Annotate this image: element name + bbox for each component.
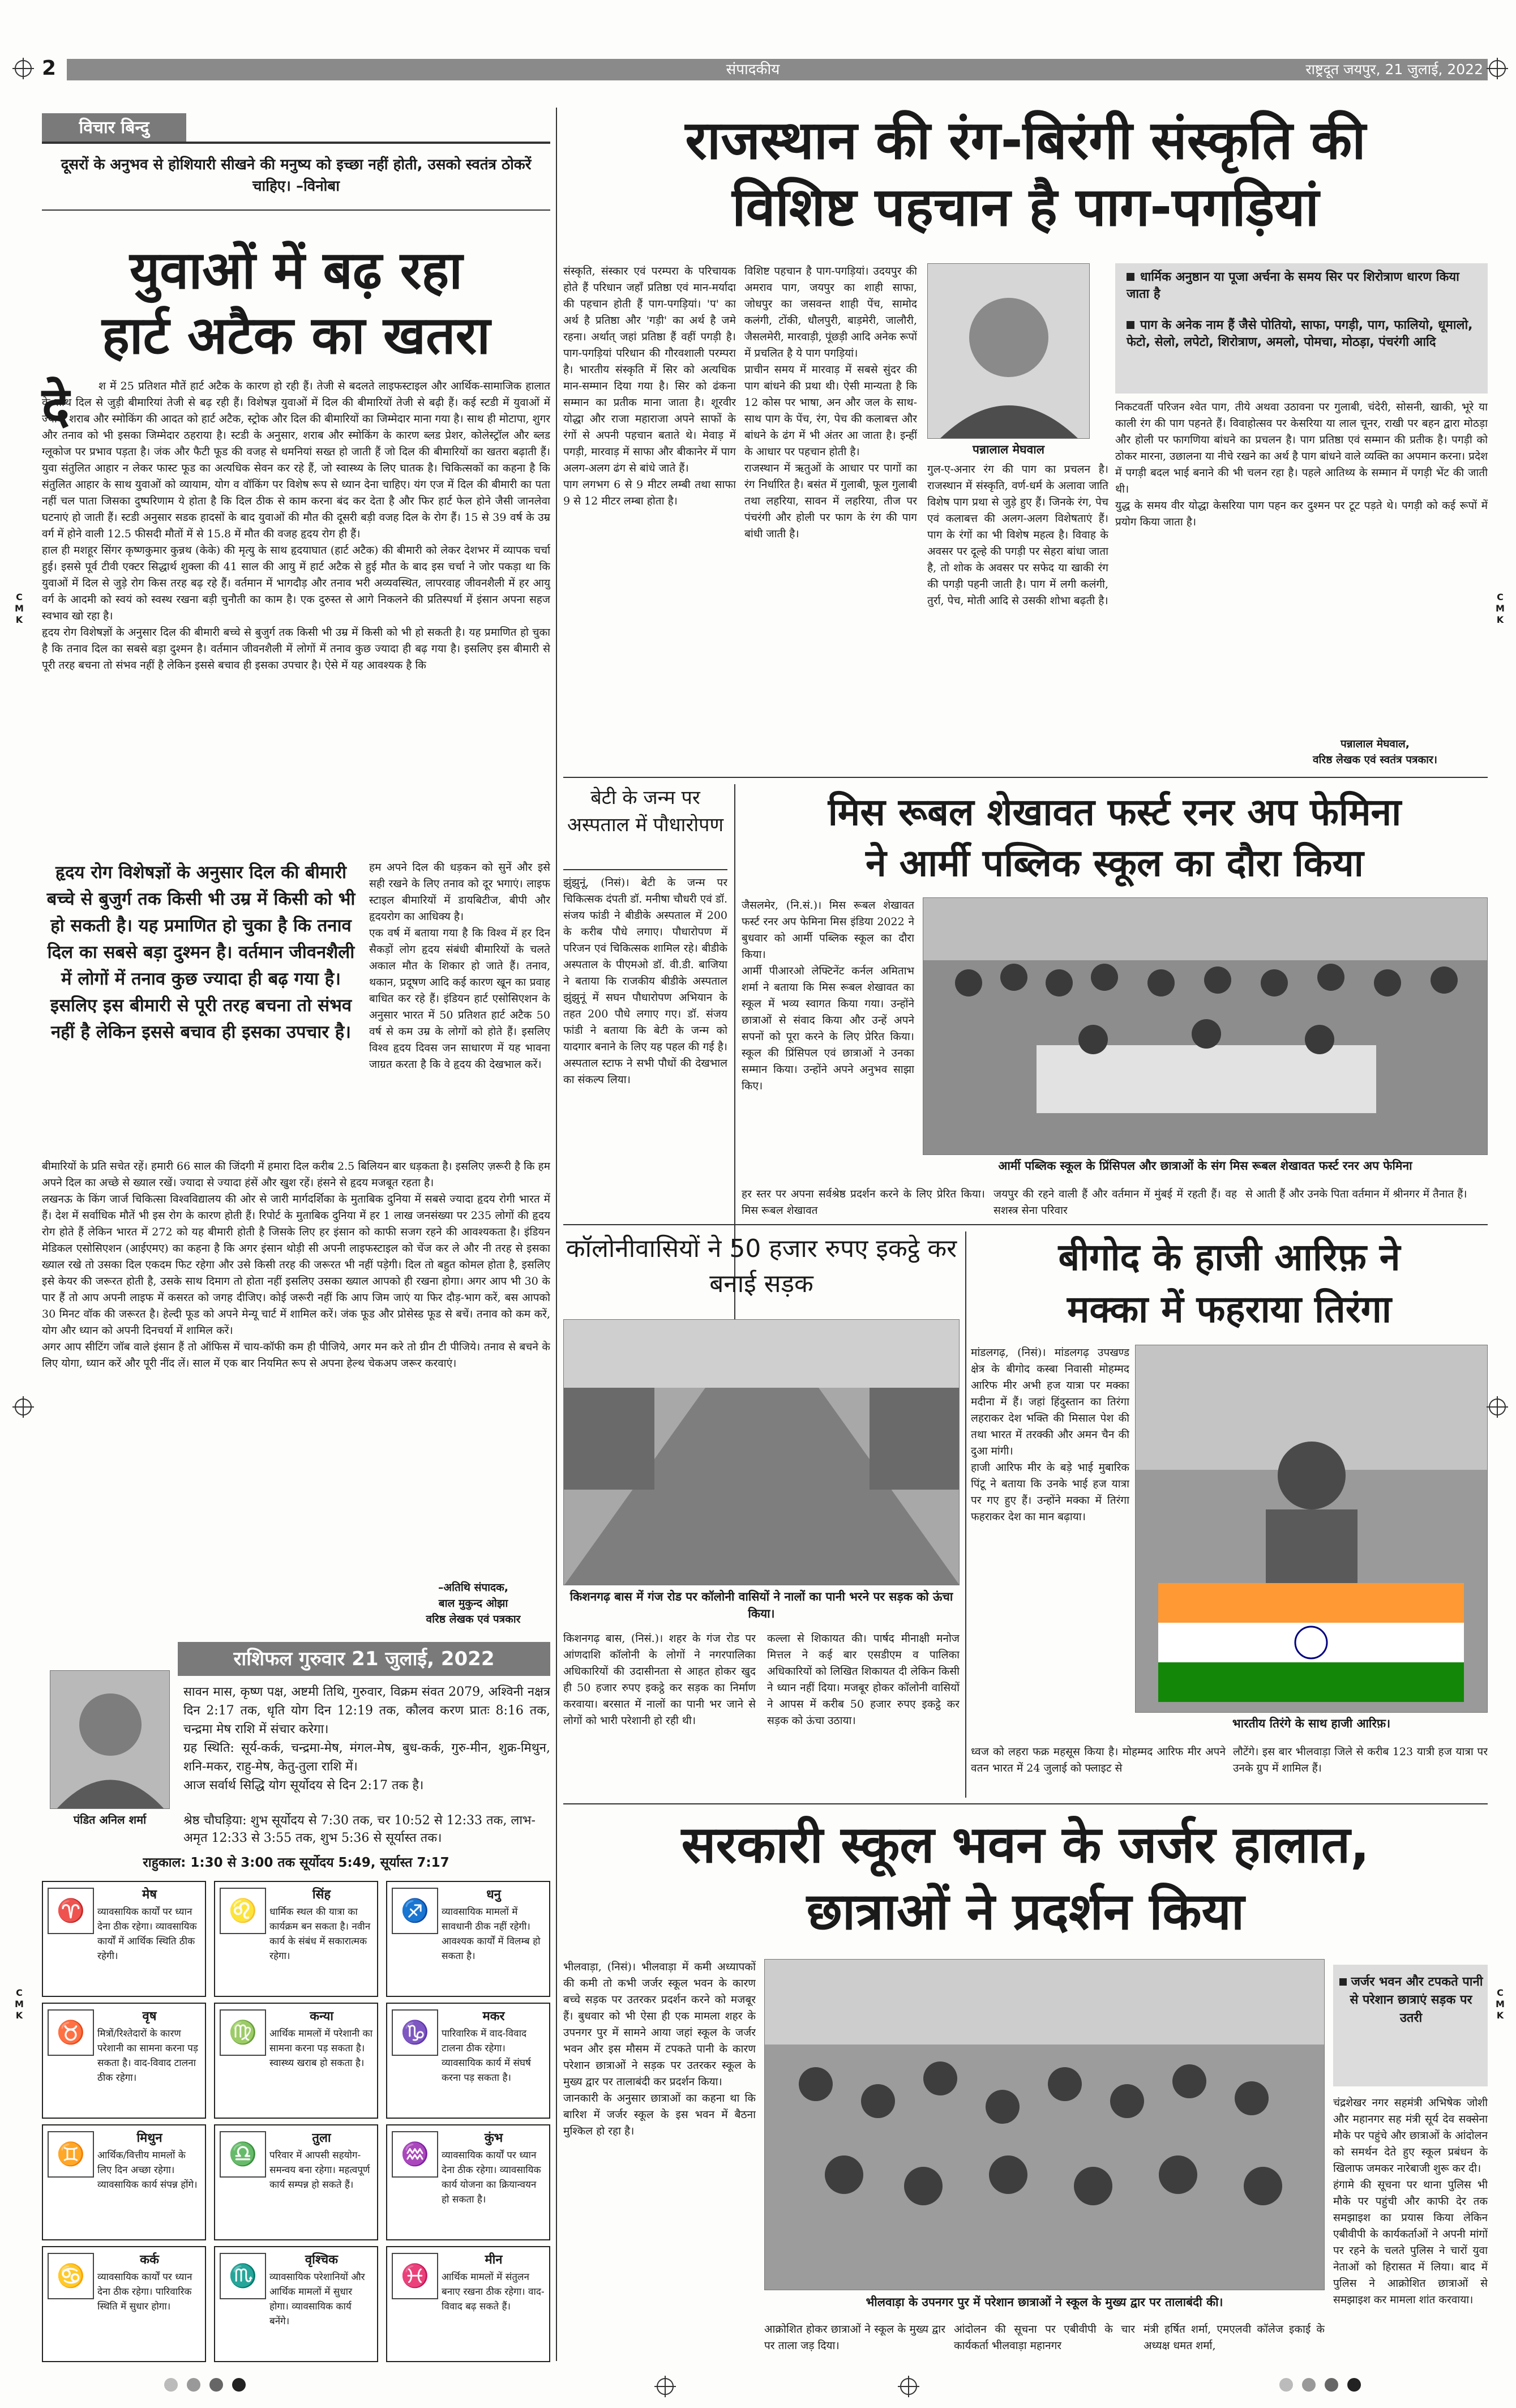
registration-mark-icon <box>1489 1398 1506 1415</box>
zodiac-icon: ♑ <box>392 2009 438 2056</box>
rahukaal-text: राहुकाल: 1:30 से 3:00 तक सूर्योदय 5:49, सूर्यास्त 7:17 <box>143 1855 449 1870</box>
section-label: संपादकीय <box>726 61 780 78</box>
rashi-box <box>214 1881 378 1997</box>
miss-title-line1: मिस रूबल शेखावत फर्स्ट रनर अप फेमिना <box>828 790 1402 834</box>
sidebox-text: जर्जर भवन और टपकते पानी से परेशान छात्राएं सड़क पर उतरी <box>1350 1975 1483 2025</box>
vichar-label: विचार बिन्दु <box>42 113 186 143</box>
heart-body-2: बीमारियों के प्रति सचेत रहें। हमारी 66 साल की जिंदगी में हमारा दिल करीब 2.5 बिलियन बार धड़कता है। इसलिए ज़रूरी है कि हम अपने दिल का अच्छे से ख्याल रखें। ज्यादा से ज्यादा हंसें और खुश रहें। हंसने से हृदय मजबूत रहता है। लखनऊ के किंग जार्ज चिकित्सा विश्वविद्यालय की ओर से जारी मार्गदर्शिका के मुताबिक दुनिया में सबसे ज्यादा हृदय रोगी भारत में हैं। देश में सर्वाधिक मौतें भी इस रोग के कारण होती हैं। रिपोर्ट के मुताबिक दुनिया में हर 1 लाख जनसंख्या पर 235 लोगों की हृदय रोग होते हैं लेकिन भारत में 272 को यह बीमारी होती है जिसके लिए हर इंसान को काफी सजग रहने की आवश्यकता है। इंडियन मेडिकल एसोसिएशन (आईएमए) का कहना है कि अगर इंसान थोड़ी सी अपनी लाइफस्टाइल को चेंज कर ले और नी तरह से इसका ख्याल रखे तो उसका दिल एकदम फिट रहेगा और उसे किसी तरह की जरूरत भी नहीं पड़ेगी। दिल तो बहुत कोमल होता है, इसलिए इसे केयर की जरूरत होती है, उसके साथ दिमाग तो होता नहीं इसलिए उसका ख्याल आपको ही रखना होगा। अगर आप भी 30 के पार हैं तो आप अपनी लाइफ में कसरत को जगह दीजिए। कोई जरूरी नहीं कि आप जिम जाएं या फिर दौड़-भाग करें, बस आपको 30 मिनट वॉक की जरूरत है। हेल्दी फूड को अपने मेन्यू चार्ट में शामिल करें। जंक फूड और प्रोसेस्ड फूड से बचें। तनाव को कम करें, योग और ध्यान को अपनी दिनचर्या में शामिल करें। अगर आप सीटिंग जॉब वाले इंसान हैं तो ऑफिस में चाय-कॉफी कम ही पीजिये, अगर मन करे तो ग्रीन टी पीजिये। तनाव से बचने के लिए योगा, ध्यान करें और पूरी नींद लें। साल में एक बार नियमित रूप से अपना हेल्थ चेकअप जरूर करवाएं। <box>42 1160 550 1370</box>
pagdi-bullet-2 <box>1127 317 1478 351</box>
zodiac-icon: ♉ <box>48 2009 94 2056</box>
pandit-name: पंडित अनिल शर्मा <box>73 1813 147 1827</box>
divider <box>563 1803 1488 1804</box>
zodiac-icon: ♓ <box>392 2253 438 2299</box>
rashi-name: कर्क <box>140 2253 159 2267</box>
heart-title-line2: हार्ट अटैक का खतरा <box>101 305 491 366</box>
rashi-name: मेष <box>142 1888 157 1902</box>
rashi-box <box>386 1881 550 1997</box>
color-dot-yellow <box>209 2378 223 2392</box>
color-dot-black <box>1347 2378 1361 2392</box>
registration-mark-icon <box>15 60 32 77</box>
school-under-2: आंदोलन की सूचना पर एबीवीपी के चार कार्यकर्ता भीलवाड़ा महानगर <box>954 2323 1135 2352</box>
vichar-rule <box>42 142 550 144</box>
divider <box>563 777 1488 778</box>
zodiac-icon: ♎ <box>220 2131 266 2178</box>
rashi-text: आर्थिक मामलों में परेशानी का सामना करना पड़ सकता है। स्वास्थ्य खराब हो सकता है। <box>269 2028 373 2069</box>
pandit-photo <box>50 1670 170 1809</box>
bigod-under-1: ध्वज को लहरा फक्र महसूस किया है। मोहम्मद आरिफ मीर अपने वतन भारत में 24 जुलाई को फ्लाइट से <box>971 1746 1226 1774</box>
miss-photo-caption: आर्मी पब्लिक स्कूल के प्रिंसिपल और छात्राओं के संग मिस रूबल शेखावत फर्स्ट रनर अप फेमिना <box>998 1159 1412 1173</box>
rashi-name: मकर <box>482 2009 505 2024</box>
rashi-text: व्यावसायिक परेशानियों और आर्थिक मामलों में सुधार होगा। व्यावसायिक कार्य बनेंगे। <box>269 2272 365 2327</box>
registration-mark-icon <box>15 1398 32 1415</box>
cmk-mark: C M K <box>15 592 24 625</box>
zodiac-icon: ♌ <box>220 1888 266 1934</box>
school-under-1: आक्रोशित होकर छात्राओं ने स्कूल के मुख्य द्वार पर ताला जड़ दिया। <box>764 2323 945 2352</box>
bullet-square-icon <box>1339 1978 1347 1986</box>
school-photo <box>764 1959 1325 2290</box>
color-dot-magenta <box>187 2378 200 2392</box>
crowd-photo-icon <box>765 1960 1325 2290</box>
rashi-box <box>214 2246 378 2362</box>
bigod-title-line1: बीगोद के हाजी आरिफ़ ने <box>1058 1235 1401 1279</box>
portrait-icon <box>928 264 1090 439</box>
rashi-box <box>386 2003 550 2119</box>
rashi-name: सिंह <box>312 1888 331 1902</box>
zodiac-icon: ♏ <box>220 2253 266 2299</box>
rashi-name: कुंभ <box>484 2131 503 2145</box>
bigod-col-1: मांडलगढ़, (निसं)। मांडलगढ़ उपखण्ड क्षेत्र के बीगोद कस्बा निवासी मोहम्मद आरिफ मीर अभी हज यात्रा पर मक्का मदीना में हैं। जहां हिंदुस्तान का तिरंगा लहराकर देश भक्ति की मिसाल पेश की तथा भारत में तरक्की और अमन चैन की दुआ मांगी। हाजी आरिफ मीर के बड़े भाई मुबारिक पिंटू ने बताया कि उनके भाई हज यात्रा पर गए हुए हैं। उन्होंने मक्का में तिरंगा फहराकर देश का मान बढ़ाया। <box>971 1346 1129 1523</box>
pagdi-title <box>563 108 1488 241</box>
bigod-title-line2: मक्का में फहराया तिरंगा <box>1067 1288 1391 1331</box>
miss-title <box>742 787 1488 889</box>
divider <box>563 1224 1488 1225</box>
zodiac-icon: ♒ <box>392 2131 438 2178</box>
colony-photo <box>563 1319 960 1585</box>
colony-title: कॉलोनीवासियों ने 50 हजार रुपए इकट्ठे कर बनाई सड़क <box>566 1234 957 1298</box>
zodiac-icon: ♋ <box>48 2253 94 2299</box>
cmk-mark: C M K <box>1496 1987 1505 2021</box>
heart-title-line1: युवाओं में बढ़ रहा <box>129 240 463 301</box>
color-dot-black <box>232 2378 246 2392</box>
pagdi-photo-name: पन्नालाल मेघवाल <box>973 443 1044 456</box>
rashi-text: व्यावसायिक कार्यों पर ध्यान देना ठीक रहेगा। पारिवारिक स्थिति में सुधार होगा। <box>97 2272 192 2312</box>
rashi-text: पारिवारिक में वाद-विवाद टालना ठीक रहेगा। व्यावसायिक कार्य में संघर्ष करना पड़ सकता है। <box>442 2028 531 2084</box>
color-dot-magenta <box>1302 2378 1316 2392</box>
rashi-box <box>42 2124 206 2240</box>
rashi-text: व्यावसायिक कार्यों पर ध्यान देना ठीक रहेगा। व्यावसायिक कार्यों में आर्थिक स्थिति ठीक रहेगी। <box>97 1906 197 1962</box>
beti-body: झुंझुनूं, (निसं)। बेटी के जन्म पर चिकित्सक दंपती डॉ. मनीषा चौधरी एवं डॉ. संजय फांडी ने बीडीके अस्पताल में 200 के करीब पौधे लगाए। पौधारोपण में परिजन एवं चिकित्सक शामिल रहे। बीडीके अस्पताल के पीएमओ डॉ. वी.डी. बाजिया ने बताया कि राजकीय बीडीके अस्पताल झुंझुनूं में सघन पौधारोपण अभियान के तहत 200 पौधे लगाए गए। डॉ. संजय फांडी ने बताया कि बेटी के जन्म को यादगार बनाने के लिए यह पहल की गई है। अस्पताल स्टाफ ने सभी पौधों की देखभाल का संकल्प लिया। <box>563 876 727 1086</box>
bullet-text: धार्मिक अनुष्ठान या पूजा अर्चना के समय सिर पर शिरोत्राण धारण किया जाता है <box>1127 270 1459 301</box>
bigod-photo <box>1135 1345 1488 1713</box>
heart-body-1: श में 25 प्रतिशत मौतें हार्ट अटैक के कारण हो रही हैं। तेजी से बदलते लाइफस्टाइल और आर्थिक-सामाजिक हालात के साथ दिल से जुड़ी बीमारियां तेजी से बढ़ रही हैं। विशेषज्ञ युवाओं में दिल की बीमारियों तेजी से बढ़ी हैं। कई स्टडी में युवाओं में ज्यादा शराब और स्मोकिंग की आदत को हार्ट अटैक, स्ट्रोक और दिल की बीमारियों का जिम्मेदार माना गया है। साथ ही मोटापा, शुगर और तनाव को भी इसका जिम्मेदार ठहराया है। स्टडी के अनुसार, शराब और स्मोकिंग के कारण ब्लड प्रेशर, कोलेस्ट्रॉल और ब्लड ग्लूकोज पर प्रभाव पड़ता है। जंक और फैटी फूड की वजह से धमनियां सख्त हो जाती हैं जो दिल की बीमारियों का खतरा बढ़ाती हैं। युवा संतुलित आहार न लेकर फास्ट फूड का अत्यधिक सेवन कर रहे हैं, जो स्वास्थ्य के लिए घातक है। चिकित्सकों का कहना है कि संतुलित आहार के साथ युवाओं को व्यायाम, योग व वॉकिंग पर विशेष रूप से ध्यान देना चाहिए। यंग एज में दिल की बीमारी का पता नहीं चल पाता जिसका दुष्परिणाम ये होता है कि दिल ठीक से काम करना बंद कर देता है और फिर हार्ट फेल होने जैसी जानलेवा घटनाएं हो जाती हैं। स्टडी अनुसार सडक हादसों के बाद युवाओं की मौत की दूसरी बड़ी वजह दिल के रोग हैं। 15 से 39 वर्ष के उम्र वर्ग में होने वाली 12.5 फीसदी मौतों में से 15.8 में मौत की वजह हृदय रोग ही हैं। हाल ही मशहूर सिंगर कृष्णकुमार कुन्नथ (केके) की मृत्यु के साथ हृदयाघात (हार्ट अटैक) की बीमारी को लेकर देशभर में व्यापक चर्चा हुई। इससे पूर्व टीवी एक्टर सिद्धार्थ शुक्ला की 41 साल की आयु में हार्ट अटैक से हुई मौत के बाद इस चर्चा ने जोर पकड़ा था कि युवाओं में दिल से जुड़े रोग किस तरह बढ़ रहे हैं। वर्तमान में भागदौड़ और तनाव भरी अव्यवस्थित, लापरवाह जीवनशैली में हर आयु वर्ग के आदमी को स्वयं को स्वस्थ रखना बड़ी चुनौती का काम है। एक दुरुस्त से आगे निकलने की प्रतिस्पर्धा में इंसान अपना सहज स्वभाव खो रहा है। हृदय रोग विशेषज्ञों के अनुसार दिल की बीमारी बच्चे से बुजुर्ग तक किसी भी उम्र में किसी को भी हो सकती है। यह प्रमाणित हो चुका है कि तनाव दिल का सबसे बड़ा दुश्मन है। वर्तमान जीवनशैली में लोगों में तनाव कुछ ज्यादा ही बढ़ गया है। इसलिए इस बीमारी से पूरी तरह बचना तो संभव नहीं है लेकिन इससे बचाव ही इसका उपचार है। ऐसे में यह आवश्यक है कि <box>42 380 550 671</box>
beti-title: बेटी के जन्म पर अस्पताल में पौधारोपण <box>567 786 724 836</box>
registration-mark-icon <box>657 2378 674 2395</box>
rashi-box <box>386 2246 550 2362</box>
rashi-text: धार्मिक स्थल की यात्रा का कार्यक्रम बन सकता है। नवीन कार्य के संबंध में सकारात्मक रहेगा। <box>269 1906 371 1962</box>
bigod-under-2: लौटेंगे। इस बार भीलवाड़ा जिले से करीब 123 यात्री हज यात्रा पर उनके ग्रुप में शामिल हैं। <box>1233 1746 1488 1774</box>
miss-col-1: जैसलमेर, (नि.सं.)। मिस रूबल शेखावत फर्स्ट रनर अप फेमिना मिस इंडिया 2022 ने बुधवार को आर्मी पब्लिक स्कूल का दौरा किया। आर्मी पीआरओ लेफ्टिनेंट कर्नल अमिताभ शर्मा ने बताया कि मिस रूबल शेखावत का स्कूल में भव्य स्वागत किया गया। उन्होंने छात्राओं से संवाद किया और उन्हें अपने सपनों को पूरा करने के लिए प्रेरित किया। स्कूल की प्रिंसिपल एवं छात्राओं ने उनका सम्मान किया। उन्होंने अपने अनुभव साझा किए। <box>742 899 914 1092</box>
rashi-name: वृष <box>142 2009 157 2024</box>
rashi-text: व्यावसायिक मामलों में सावधानी ठीक नहीं रहेगी। आवश्यक कार्यों में विलम्ब हो सकता है। <box>442 1906 541 1962</box>
rashi-text: मित्रों/रिश्तेदारों के कारण परेशानी का सामना करना पड़ सकता है। वाद-विवाद टालना ठीक रहेगा। <box>97 2028 198 2084</box>
rashi-text: आर्थिक/वित्तीय मामलों के लिए दिन अच्छा रहेगा। व्यावसायिक कार्य संपन्न होंगे। <box>97 2150 198 2191</box>
heart-pullquote: हृदय रोग विशेषज्ञों के अनुसार दिल की बीमारी बच्चे से बुजुर्ग तक किसी भी उम्र में किसी को भी हो सकती है। यह प्रमाणित हो चुका है कि तनाव दिल का सबसे बड़ा दुश्मन है। वर्तमान जीवनशैली में लोगों में तनाव कुछ ज्यादा ही बढ़ गया है। इसलिए इस बीमारी से पूरी तरह बचना तो संभव नहीं है लेकिन इससे बचाव ही इसका उपचार है। <box>46 862 356 1042</box>
rashifal-title: राशिफल गुरुवार 21 जुलाई, 2022 <box>233 1648 495 1670</box>
group-photo-icon <box>923 898 1488 1155</box>
column-divider <box>556 108 557 2361</box>
registration-mark-icon <box>1489 60 1506 77</box>
rashi-box <box>214 2124 378 2240</box>
bullet-square-icon <box>1127 321 1134 329</box>
bullet-text: पाग के अनेक नाम हैं जैसे पोतियो, साफा, पगड़ी, पाग, फालियो, धूमालो, फेटो, सेलो, लपेटो, शिरोत्राण, अमलो, पोमचा, मोठड़ा, पंचरंगी आदि <box>1127 318 1473 349</box>
miss-under-1: हर स्तर पर अपना सर्वश्रेष्ठ प्रदर्शन करने के लिए प्रेरित किया। मिस रूबल शेखावत <box>742 1188 985 1217</box>
rashi-box <box>214 2003 378 2119</box>
school-col-right: चंद्रशेखर नगर सहमंत्री अभिषेक जोशी और महानगर सह मंत्री सूर्य देव सक्सेना मौके पर पहुंचे और छात्राओं के आंदोलन को समर्थन देते हुए स्कूल प्रबंधन के खिलाफ जमकर नारेबाजी शुरू कर दी। हंगामे की सूचना पर थाना पुलिस भी मौके पर पहुंची और काफी देर तक समझाइश का प्रयास किया लेकिन एबीवीपी के कार्यकर्ताओं ने अपनी मांगों पर रहने के चलते पुलिस ने चारों युवा नेताओं को हिरासत में लिया। बाद में पुलिस ने आक्रोशित छात्राओं से समझाइश कर मामला शांत करवाया। <box>1333 2097 1488 2306</box>
bigod-title <box>971 1231 1488 1336</box>
rashi-box <box>386 2124 550 2240</box>
school-title <box>563 1812 1488 1945</box>
dropcap: दे <box>42 376 70 437</box>
color-dot-cyan <box>164 2378 178 2392</box>
miss-under-2: जयपुर की रहने वाली हैं और वर्तमान में मुंबई में रहती हैं। वह सशस्त्र सेना परिवार <box>993 1188 1237 1217</box>
school-title-line1: सरकारी स्कूल भवन के जर्जर हालात, <box>681 1815 1370 1875</box>
column-divider <box>965 1231 966 1798</box>
rashi-text: परिवार में आपसी सहयोग-समन्वय बना रहेगा। महत्वपूर्ण कार्य सम्पन्न हो सकते हैं। <box>269 2150 370 2191</box>
portrait-icon <box>50 1671 170 1809</box>
zodiac-icon: ♐ <box>392 1888 438 1934</box>
dateline: राष्ट्रदूत जयपुर, 21 जुलाई, 2022 <box>1305 61 1483 78</box>
bullet-square-icon <box>1127 273 1134 281</box>
pagdi-col-4: निकटवर्ती परिजन श्वेत पाग, तीये अथवा उठावना पर गुलाबी, चंदेरी, सोसनी, खाकी, भूरे या काली रंग की पाग पहनते हैं। विवाहोत्सव पर केसरिया या लाल चूनर, राखी पर बहन द्वारा मोठड़ा और होली पर फागणिया बांधने का प्रचलन है। पाग प्रतिष्ठा एवं सम्मान की प्रतीक है। पगड़ी को ठोकर मारना, उछालना या नीचे रखने का अर्थ है पाग बांधने वाले व्यक्ति का अपमान करना। प्रदेश में पगड़ी बदल भाई बनाने की भी चलन रहा है। पहले आतिथ्य के सम्मान में पगड़ी भेंट की जाती थी। युद्ध के समय वीर योद्धा केसरिया पाग पहन कर दुश्मन पर टूट पड़ते थे। पगड़ी को कई रूपों में प्रयोग किया जाता है। <box>1115 401 1488 528</box>
colony-col-1: किशनगढ़ बास, (निसं.)। शहर के गंज रोड पर आंणदाशि कॉलोनी के लोगों ने नगरपालिका अधिकारियों की उदासीनता से आहत होकर खुद ही 50 हजार रुपए इकट्ठे कर सड़क का निर्माण करवाया। बरसात में नालों का पानी भर जाने से लोगों को भारी परेशानी हो रही थी। <box>563 1632 756 1727</box>
rashi-name: धनु <box>486 1888 501 1902</box>
pagdi-col-3: गुल-ए-अनार रंग की पाग का प्रचलन है। राजस्थान में संस्कृति, वर्ण-धर्म के अलावा जाति विशेष पाग प्रथा से जुड़े हुए हैं। जिनके रंग, पेच एवं कलाबत्त की अलग-अलग विशेषताएं हैं। पाग के रंगों का भी विशेष महत्व है। विवाह के अवसर पर दूल्हे की पगड़ी पर सेहरा बांधा जाता है, तो शोक के अवसर पर सफेद या खाकी रंग की पगड़ी पहनी जाती है। पाग में लगी कलंगी, तुर्रा, पेच, मोती आदि से उसकी शोभा बढ़ती है। <box>927 463 1108 607</box>
miss-photo <box>923 897 1488 1155</box>
school-title-line2: छात्राओं ने प्रदर्शन किया <box>806 1882 1245 1941</box>
rashi-box <box>42 2246 206 2362</box>
rashi-text: आर्थिक मामलों में संतुलन बनाए रखना ठीक रहेगा। वाद-विवाद बढ़ सकते हैं। <box>442 2272 545 2312</box>
page-number: 2 <box>42 57 57 80</box>
pagdi-bullet-1 <box>1127 269 1478 303</box>
panchang-text: सावन मास, कृष्ण पक्ष, अष्टमी तिथि, गुरुवार, विक्रम संवत 2079, अश्विनी नक्षत्र दिन 2:17 तक, धृति योग दिन 12:19 तक, कौलव करण प्रातः 8:16 तक, चन्द्रमा मेष राशि में संचार करेगा। ग्रह स्थिति: सूर्य-कर्क, चन्द्रमा-मेष, मंगल-मेष, बुध-कर्क, गुरु-मीन, शुक्र-मिथुन, शनि-मकर, राहु-मेष, केतु-तुला राशि में। आज सर्वार्थ सिद्धि योग सूर्योदय से दिन 2:17 तक है। <box>183 1685 550 1793</box>
color-dot-cyan <box>1279 2378 1293 2392</box>
road-photo-icon <box>564 1320 960 1585</box>
zodiac-icon: ♈ <box>48 1888 94 1934</box>
rashifal-grid <box>42 1881 550 2356</box>
vichar-quote: दूसरों के अनुभव से होशियारी सीखने की मनुष्य को इच्छा नहीं होती, उसको स्वतंत्र ठोकरें चाहिए। –विनोबा <box>61 156 532 195</box>
school-col-1: भीलवाड़ा, (निसं)। भीलवाड़ा में कमी अध्यापकों की कमी तो कभी जर्जर स्कूल भवन के कारण बच्चे सड़क पर उतरकर प्रदर्शन करने को मजबूर हैं। बुधवार को भी ऐसा ही एक मामला शहर के उपनगर पुर में सामने आया जहां स्कूल के जर्जर भवन और इस मौसम में टपकते पानी के कारण परेशान छात्राओं ने सड़क पर उतरकर स्कूल के मुख्य द्वार पर तालाबंदी कर प्रदर्शन किया। जानकारी के अनुसार छात्राओं का कहना था कि बारिश में जर्जर स्कूल के इस भवन में बैठना मुश्किल हो रहा है। <box>563 1961 756 2137</box>
pagdi-byline: पन्नालाल मेघवाल, वरिष्ठ लेखक एवं स्वतंत्र पत्रकार। <box>1312 738 1438 766</box>
cmk-mark: C M K <box>1496 592 1505 625</box>
miss-under-3: से आती हैं और उनके पिता वर्तमान में श्रीनगर में तैनात हैं। <box>1245 1188 1467 1200</box>
heart-byline: –अतिथि संपादक, बाल मुकुन्द ओझा वरिष्ठ लेखक एवं पत्रकार <box>426 1581 521 1626</box>
colony-col-2: कल्ला से शिकायत की। पार्षद मीनाक्षी मनोज मित्तल ने कई बार एसडीएम व पालिका अधिकारियों को लिखित शिकायत दी लेकिन किसी ने ध्यान नहीं दिया। मजबूर होकर कॉलोनी वासियों ने आपस में करीब 50 हजार रुपए इकट्ठे कर सड़क को ऊंचा उठाया। <box>767 1632 960 1727</box>
school-under-3: मंत्री हर्षित शर्मा, एमएलवी कॉलेज इकाई के अध्यक्ष धमत शर्मा, <box>1144 2323 1325 2352</box>
school-sidebox-text <box>1339 1973 1483 2028</box>
registration-mark-icon <box>900 2378 917 2395</box>
choghadiya-text: श्रेष्ठ चौघड़िया: शुभ सूर्योदय से 7:30 तक, चर 10:52 से 12:33 तक, लाभ-अमृत 12:33 से 3:55 तक, शुभ 5:36 से सूर्यास्त तक। <box>183 1814 536 1845</box>
school-photo-caption: भीलवाड़ा के उपनगर पुर में परेशान छात्राओं ने स्कूल के मुख्य द्वार पर तालाबंदी की। <box>866 2295 1223 2309</box>
bigod-photo-caption: भारतीय तिरंगे के साथ हाजी आरिफ़। <box>1232 1717 1391 1730</box>
rashi-name: कन्या <box>310 2009 333 2024</box>
rashi-name: मिथुन <box>136 2131 162 2145</box>
pagdi-title-line1: राजस्थान की रंग-बिरंगी संस्कृति की <box>685 110 1366 172</box>
heart-body-side: हम अपने दिल की धड़कन को सुनें और इसे सही रखने के लिए तनाव को दूर भगाएं। लाइफ स्टाइल बीमारियों में डायबिटीज, बीपी और हृदयरोग का आधिक्य है। एक वर्ष में बताया गया है कि विश्व में हर दिन सैकड़ों लोग हृदय संबंधी बीमारियों के चलते अकाल मौत के शिकार हो जाते हैं। तनाव, थकान, प्रदूषण आदि कई कारण खून का प्रवाह बाधित कर रहे हैं। इंडियन हार्ट एसोसिएशन के अनुसार भारत में 50 प्रतिशत हार्ट अटैक 50 वर्ष से कम उम्र के लोगों को होते हैं। इसलिए विश्व हृदय दिवस जन साधारण में यह भावना जाग्रत करता है कि वे हृदय की देखभाल करें। <box>369 861 550 1071</box>
divider <box>42 209 550 211</box>
rashi-text: व्यावसायिक कार्यों पर ध्यान देना ठीक रहेगा। व्यावसायिक कार्य योजना का क्रियान्वयन हो सकता है। <box>442 2150 541 2205</box>
pagdi-title-line2: विशिष्ट पहचान है पाग-पगड़ियां <box>732 177 1319 238</box>
rashi-name: तुला <box>312 2131 331 2145</box>
zodiac-icon: ♍ <box>220 2009 266 2056</box>
flag-photo-icon <box>1136 1345 1488 1713</box>
rashi-name: मीन <box>485 2253 503 2267</box>
color-dot-yellow <box>1325 2378 1338 2392</box>
pagdi-author-photo <box>927 263 1090 439</box>
colony-photo-caption: किशनगढ़ बास में गंज रोड पर कॉलोनी वासियों ने नालों का पानी भरने पर सड़क को ऊंचा किया। <box>569 1590 953 1620</box>
rashifal-section <box>42 1642 550 2361</box>
pagdi-col-2: विशिष्ट पहचान है पाग-पगड़ियां। उदयपुर की अमराव पाग, जयपुर का शाही साफा, जोधपुर का जसवन्त शाही पेंच, सामोद कलंगी, टोंकी, धौलपुरी, बाड़मेरी, जालौरी, जैसलमेरी, मारवाड़ी, पूंछड़ी आदि अनेक रूपों में प्रचलित है ये पाग पगड़ियां। प्राचीन समय में मारवाड़ में सबसे सुंदर की पाग बांधने की प्रथा थी। ऐसी मान्यता है कि 12 कोस पर भाषा, अन और जल के साथ-साथ पाग के पेंच, रंग, पेच की कलाबत्त और बांधने के ढंग में भी अंतर आ जाता है। इन्हीं के आधार पर पहचान होती है। राजस्थान में ऋतुओं के आधार पर पागों का रंग निर्धारित है। बसंत में गुलाबी, फूल गुलाबी तथा लहरिया, सावन में लहरिया, तीज पर पंचरंगी और होली पर फाग के रंग की पाग बांधी जाती है। <box>744 265 917 540</box>
divider <box>563 869 727 870</box>
rashi-name: वृश्चिक <box>305 2253 339 2267</box>
miss-title-line2: ने आर्मी पब्लिक स्कूल का दौरा किया <box>866 841 1364 885</box>
zodiac-icon: ♊ <box>48 2131 94 2178</box>
heart-title <box>42 238 550 368</box>
rashi-box <box>42 1881 206 1997</box>
pagdi-col-1: संस्कृति, संस्कार एवं परम्परा के परिचायक होते हैं परिधान जहाँ प्रतिष्ठा एवं मान-मर्यादा की पहचान होती हैं पाग-पगड़ियां। 'प' का अर्थ है प्रतिष्ठा और 'गड़ी' का अर्थ है जमे रहना। अर्थात् जहां प्रतिष्ठा हैं वहीं पगड़ी है। पाग-पगड़ियां परिधान की गौरवशाली परम्परा है। भारतीय संस्कृति में सिर को अत्यधिक मान-सम्मान दिया गया है। सिर को ढंकना सम्मान का प्रतीक माना जाता है। शूरवीर योद्धा और राजा महाराजा अपने साफों के रंगों से अपनी पहचान बताते थे। मेवाड़ में पगड़ी, मारवाड़ में साफा और बीकानेर में पाग अलग-अलग ढंग से बांधे जाते हैं। पाग लगभग 6 से 9 मीटर लम्बी तथा साफा 9 से 12 मीटर लम्बा होता है। <box>563 265 736 507</box>
rashi-box <box>42 2003 206 2119</box>
cmk-mark: C M K <box>15 1987 24 2021</box>
